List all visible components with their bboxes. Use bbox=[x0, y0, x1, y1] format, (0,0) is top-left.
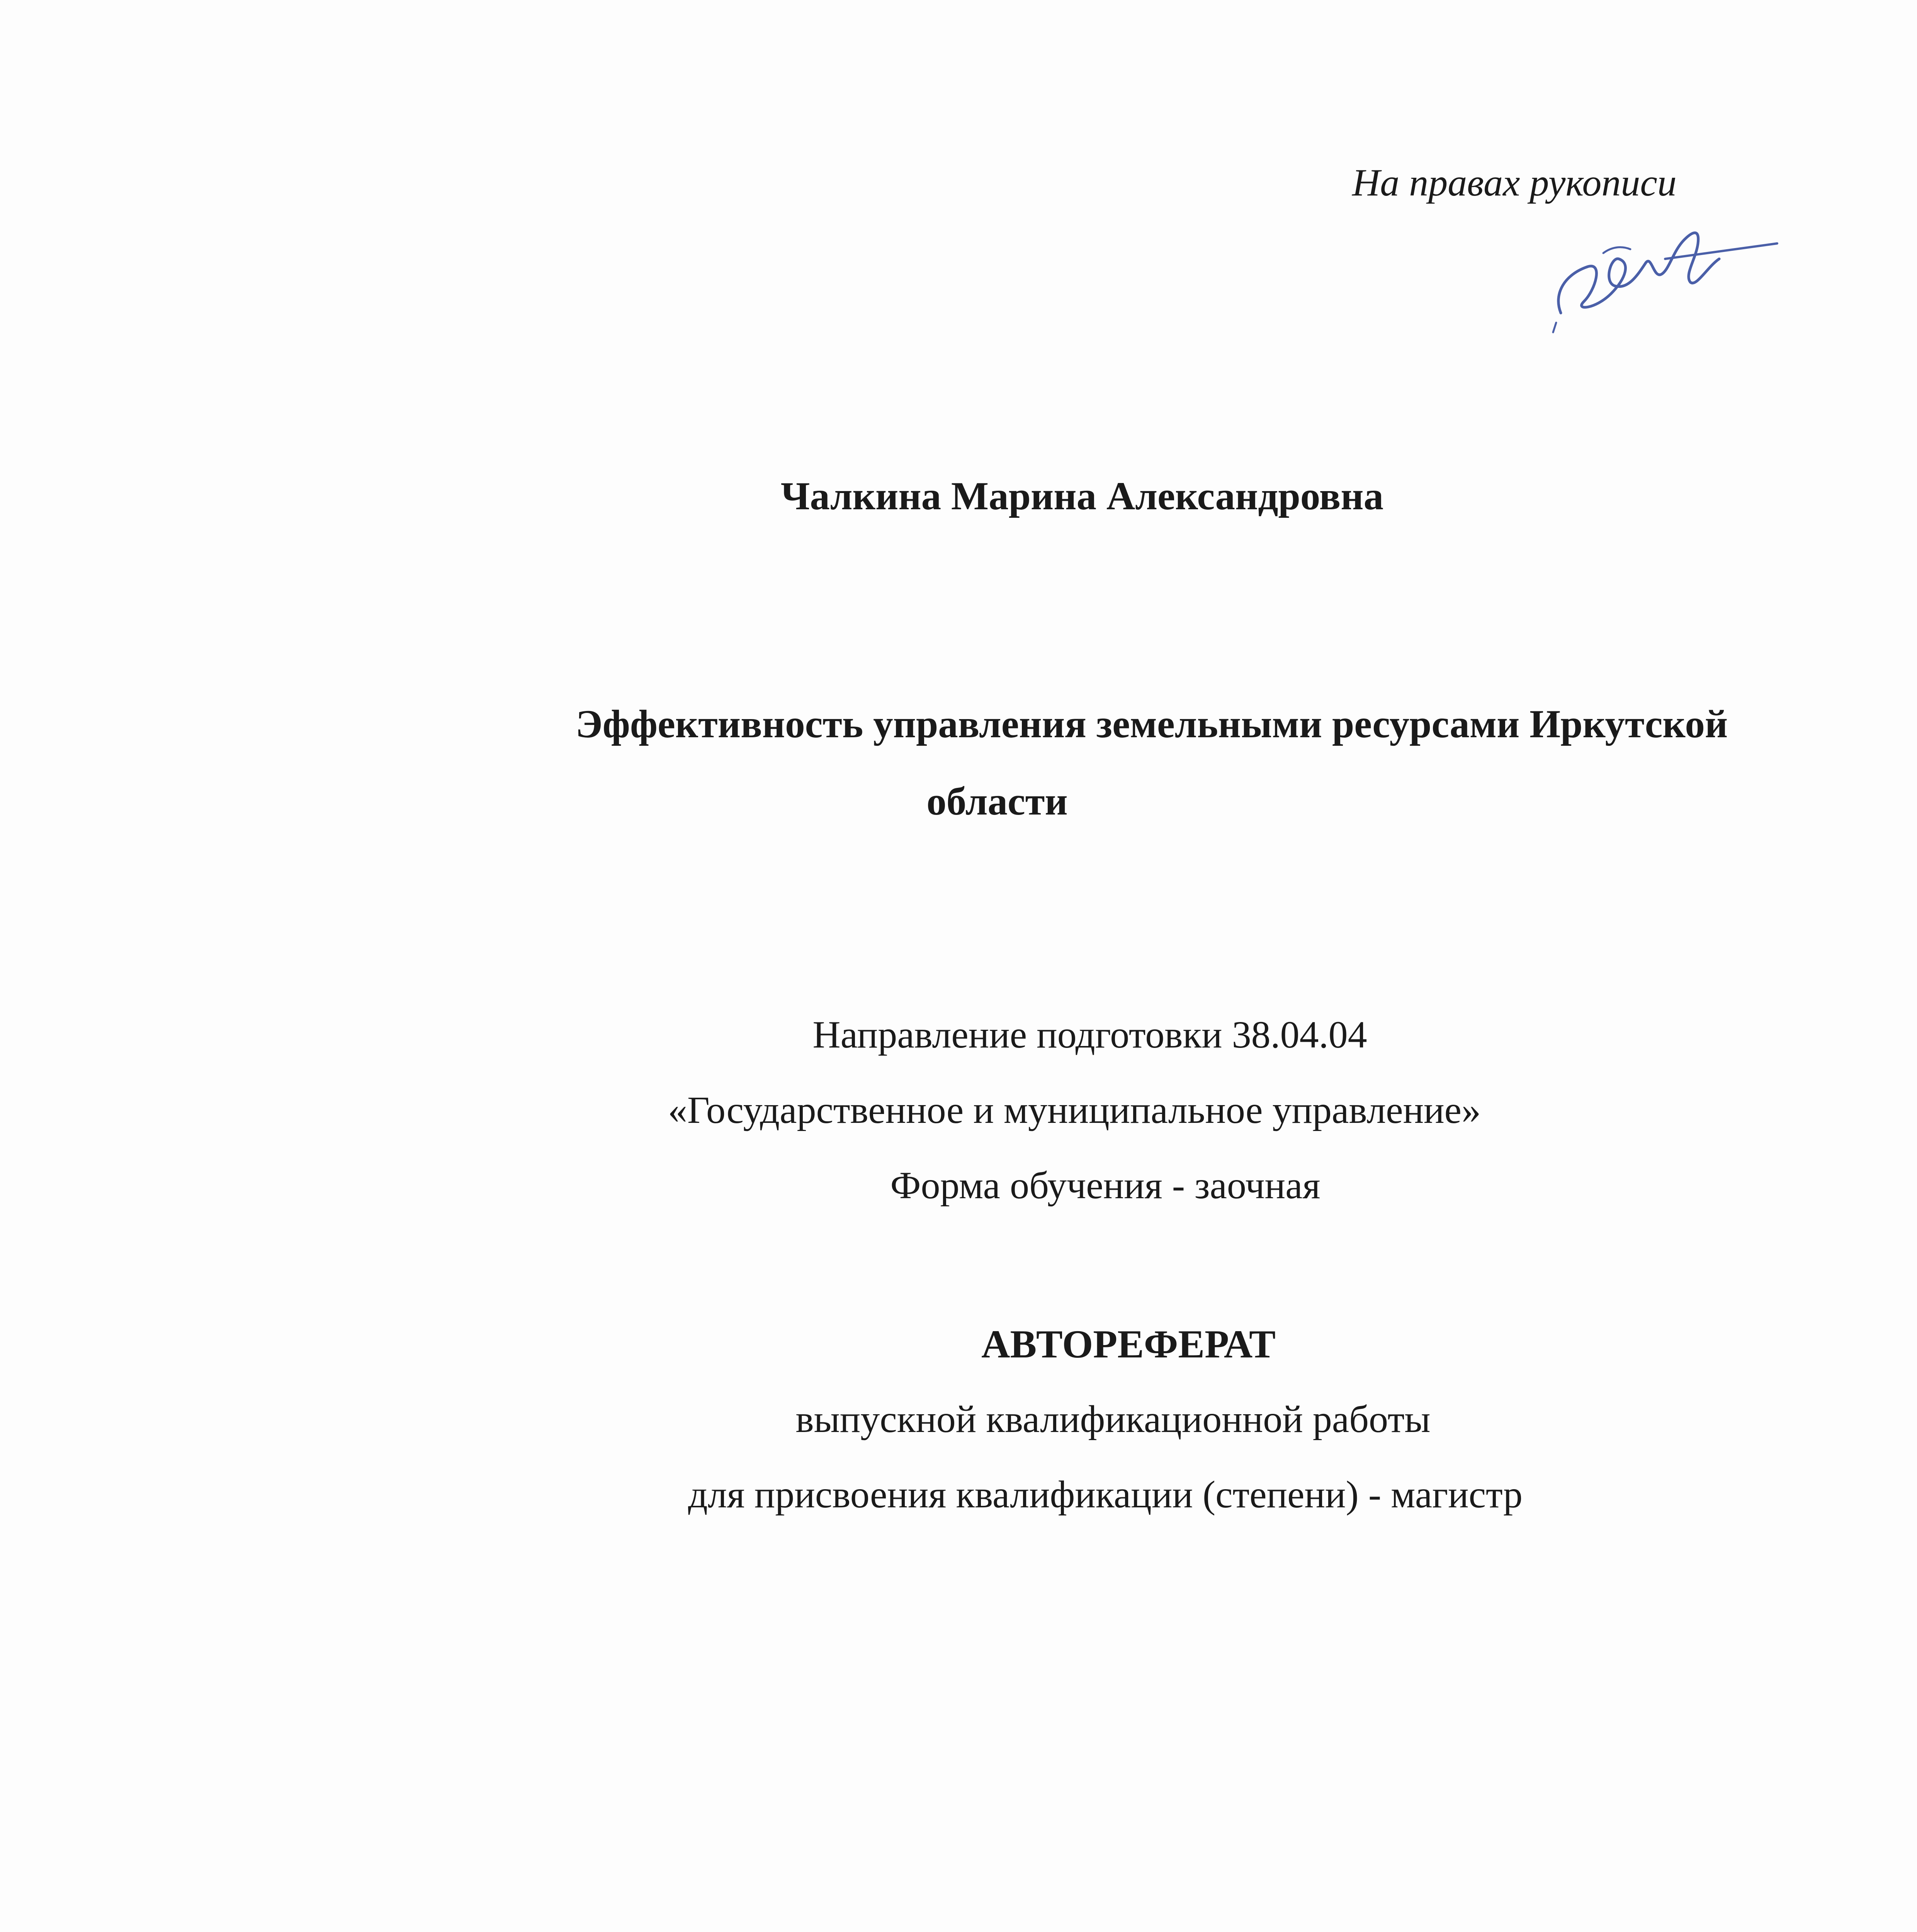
study-direction: Направление подготовки 38.04.04 bbox=[812, 1013, 1367, 1056]
author-name: Чалкина Марина Александровна bbox=[780, 474, 1384, 518]
work-description: выпускной квалификационной работы bbox=[795, 1398, 1431, 1440]
program-name: «Государственное и муниципальное управление» bbox=[668, 1088, 1481, 1131]
handwritten-signature bbox=[1538, 216, 1789, 344]
degree-description: для присвоения квалификации (степени) - магистр bbox=[688, 1473, 1523, 1516]
rights-note: На правах рукописи bbox=[1352, 161, 1677, 204]
document-type: АВТОРЕФЕРАТ bbox=[981, 1322, 1276, 1366]
study-form: Форма обучения - заочная bbox=[890, 1164, 1320, 1207]
thesis-title-line-2: области bbox=[926, 779, 1068, 823]
thesis-title-line-1: Эффективность управления земельными ресурсами Иркутской bbox=[575, 702, 1728, 746]
